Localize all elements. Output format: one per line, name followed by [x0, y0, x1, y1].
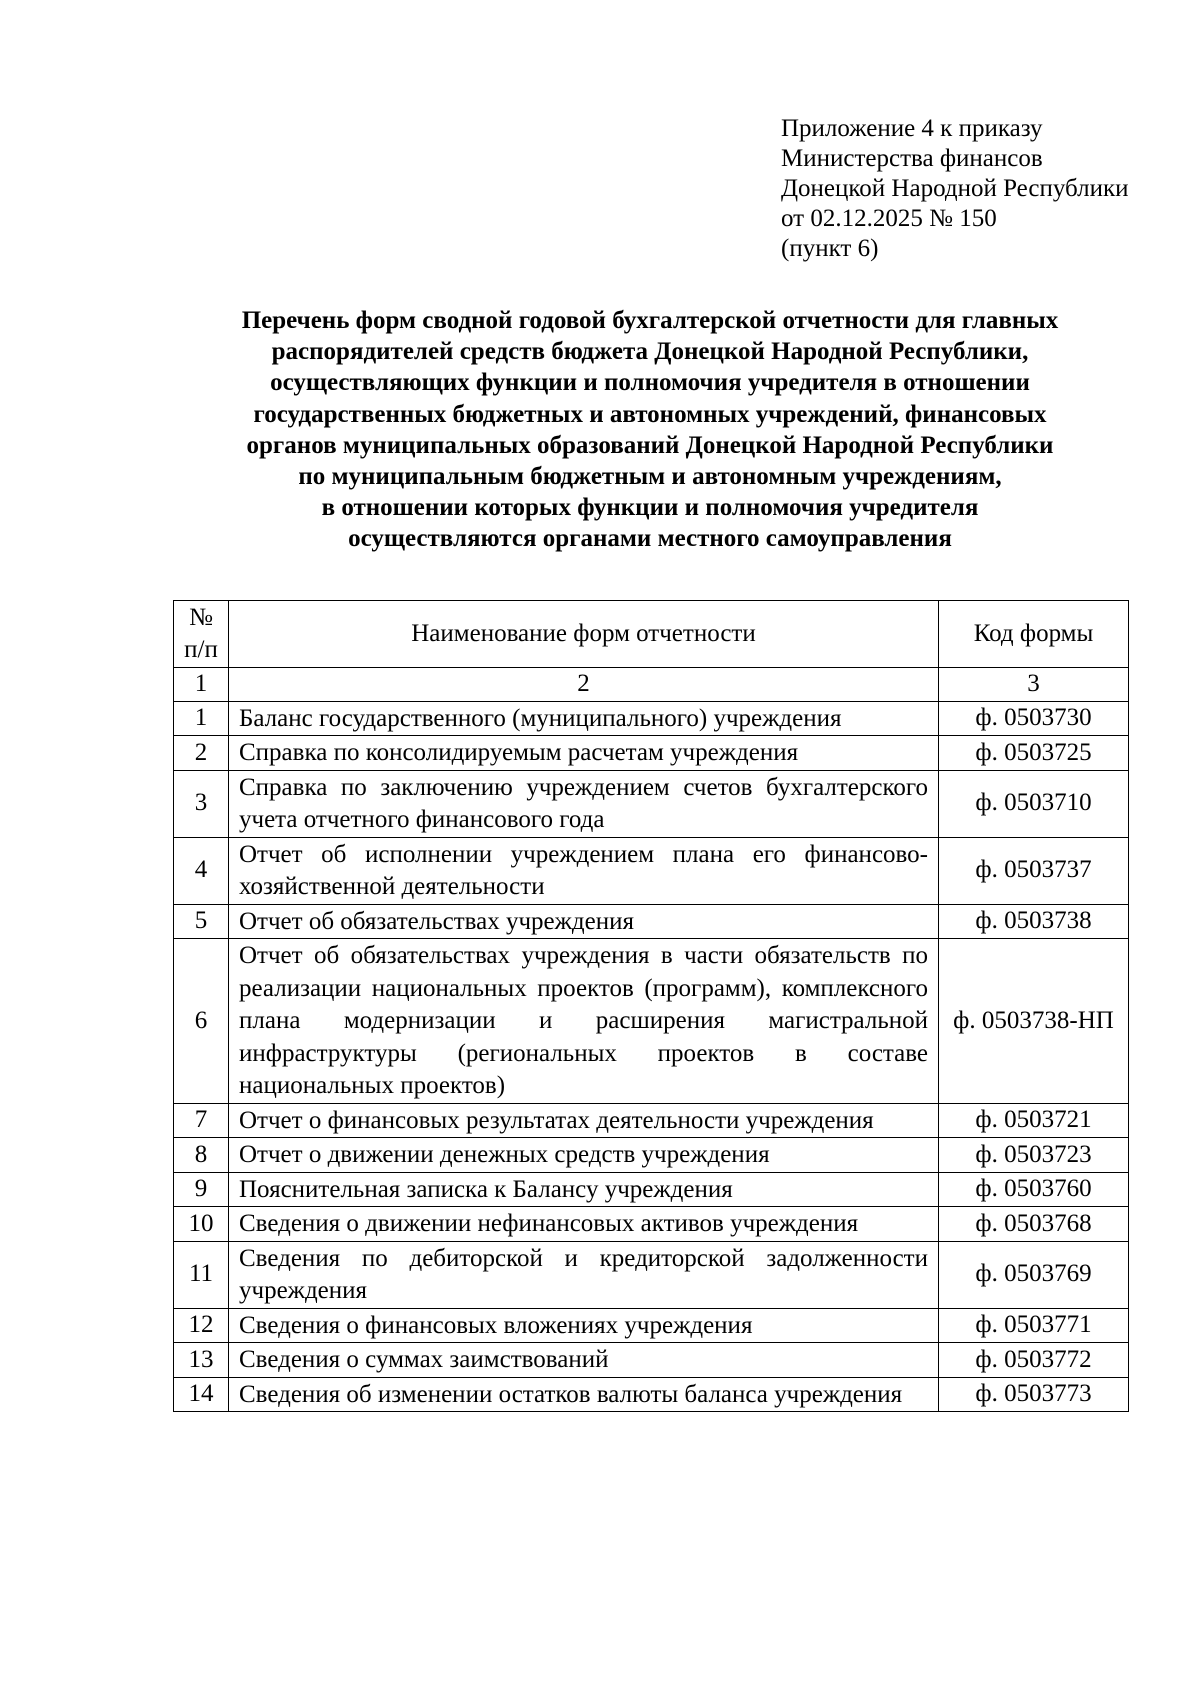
table-row [174, 939, 1129, 1104]
row-code-cell: ф. 0503737 [939, 837, 1129, 904]
appendix-line: Донецкой Народной Республики [781, 175, 1129, 202]
row-code-cell: ф. 0503768 [939, 1207, 1129, 1242]
title-line: осуществляются органами местного самоуправления [348, 525, 952, 553]
row-num-cell: 14 [174, 1377, 229, 1412]
header-num-line1: № [189, 604, 213, 631]
row-num-cell: 10 [174, 1207, 229, 1242]
column-number-cell: 1 [174, 668, 229, 702]
row-num-cell: 4 [174, 837, 229, 904]
title-line: осуществляющих функции и полномочия учредителя в отношении [270, 369, 1030, 397]
title-line: органов муниципальных образований Донецкой Народной Республики [246, 431, 1054, 459]
table-row [174, 1138, 1129, 1173]
row-num-cell: 5 [174, 904, 229, 939]
table-row [174, 1172, 1129, 1207]
row-code-cell: ф. 0503725 [939, 736, 1129, 771]
table-row [174, 904, 1129, 939]
row-code-cell: ф. 0503771 [939, 1308, 1129, 1343]
appendix-line: Министерства финансов [781, 145, 1043, 172]
table-row [174, 1377, 1129, 1412]
row-name-cell: Сведения о движении нефинансовых активов учреждения [229, 1207, 939, 1242]
row-num-cell: 13 [174, 1343, 229, 1378]
table-row [174, 736, 1129, 771]
row-name-cell: Отчет о движении денежных средств учреждения [229, 1138, 939, 1173]
table-header-row [174, 601, 1129, 668]
title-line: распорядителей средств бюджета Донецкой Народной Республики, [271, 338, 1029, 366]
column-number-row [174, 668, 1129, 702]
row-name-cell: Отчет об исполнении учреждением плана его финансово-хозяйственной деятельности [229, 837, 939, 904]
row-num-cell: 6 [174, 939, 229, 1104]
table-row [174, 837, 1129, 904]
row-name-cell: Пояснительная записка к Балансу учреждения [229, 1172, 939, 1207]
row-code-cell: ф. 0503730 [939, 701, 1129, 736]
row-name-cell: Отчет об обязательствах учреждения в части обязательств по реализации национальных проектов (программ), комплексного плана модернизации и расширения магистральной инфраструктуры (региональных проектов в составе национальных проектов) [229, 939, 939, 1104]
row-num-cell: 1 [174, 701, 229, 736]
row-name-cell: Отчет об обязательствах учреждения [229, 904, 939, 939]
appendix-line: от 02.12.2025 № 150 [781, 205, 997, 232]
row-code-cell: ф. 0503738 [939, 904, 1129, 939]
table-row [174, 1103, 1129, 1138]
appendix-line: (пункт 6) [781, 235, 879, 262]
row-name-cell: Справка по консолидируемым расчетам учреждения [229, 736, 939, 771]
row-code-cell: ф. 0503772 [939, 1343, 1129, 1378]
row-num-cell: 9 [174, 1172, 229, 1207]
table-row [174, 1343, 1129, 1378]
row-code-cell: ф. 0503738-НП [939, 939, 1129, 1104]
row-code-cell: ф. 0503721 [939, 1103, 1129, 1138]
forms-table [173, 600, 1129, 1412]
header-num-line2: п/п [184, 636, 218, 663]
title-line: государственных бюджетных и автономных учреждений, финансовых [253, 400, 1047, 428]
row-name-cell: Сведения о финансовых вложениях учреждения [229, 1308, 939, 1343]
row-code-cell: ф. 0503710 [939, 770, 1129, 837]
header-name-cell: Наименование форм отчетности [229, 601, 939, 668]
row-code-cell: ф. 0503769 [939, 1241, 1129, 1308]
row-code-cell: ф. 0503760 [939, 1172, 1129, 1207]
table-row [174, 701, 1129, 736]
table-row [174, 770, 1129, 837]
column-number-cell: 3 [939, 668, 1129, 702]
row-name-cell: Отчет о финансовых результатах деятельности учреждения [229, 1103, 939, 1138]
row-name-cell: Справка по заключению учреждением счетов бухгалтерского учета отчетного финансового года [229, 770, 939, 837]
header-num-cell [174, 601, 229, 668]
row-num-cell: 12 [174, 1308, 229, 1343]
row-name-cell: Баланс государственного (муниципального) учреждения [229, 701, 939, 736]
row-num-cell: 7 [174, 1103, 229, 1138]
row-name-cell: Сведения о суммах заимствований [229, 1343, 939, 1378]
title-line: по муниципальным бюджетным и автономным учреждениям, [298, 463, 1002, 491]
row-num-cell: 11 [174, 1241, 229, 1308]
table-row [174, 1308, 1129, 1343]
row-num-cell: 8 [174, 1138, 229, 1173]
appendix-line: Приложение 4 к приказу [781, 115, 1043, 142]
row-code-cell: ф. 0503723 [939, 1138, 1129, 1173]
table-row [174, 1207, 1129, 1242]
document-title [170, 305, 1130, 555]
table-row [174, 1241, 1129, 1308]
row-num-cell: 2 [174, 736, 229, 771]
header-code-cell: Код формы [939, 601, 1129, 668]
row-code-cell: ф. 0503773 [939, 1377, 1129, 1412]
title-line: в отношении которых функции и полномочия учредителя [321, 494, 979, 522]
row-name-cell: Сведения об изменении остатков валюты баланса учреждения [229, 1377, 939, 1412]
appendix-header [781, 114, 1129, 264]
row-name-cell: Сведения по дебиторской и кредиторской задолженности учреждения [229, 1241, 939, 1308]
column-number-cell: 2 [229, 668, 939, 702]
title-line: Перечень форм сводной годовой бухгалтерской отчетности для главных [241, 307, 1059, 334]
row-num-cell: 3 [174, 770, 229, 837]
